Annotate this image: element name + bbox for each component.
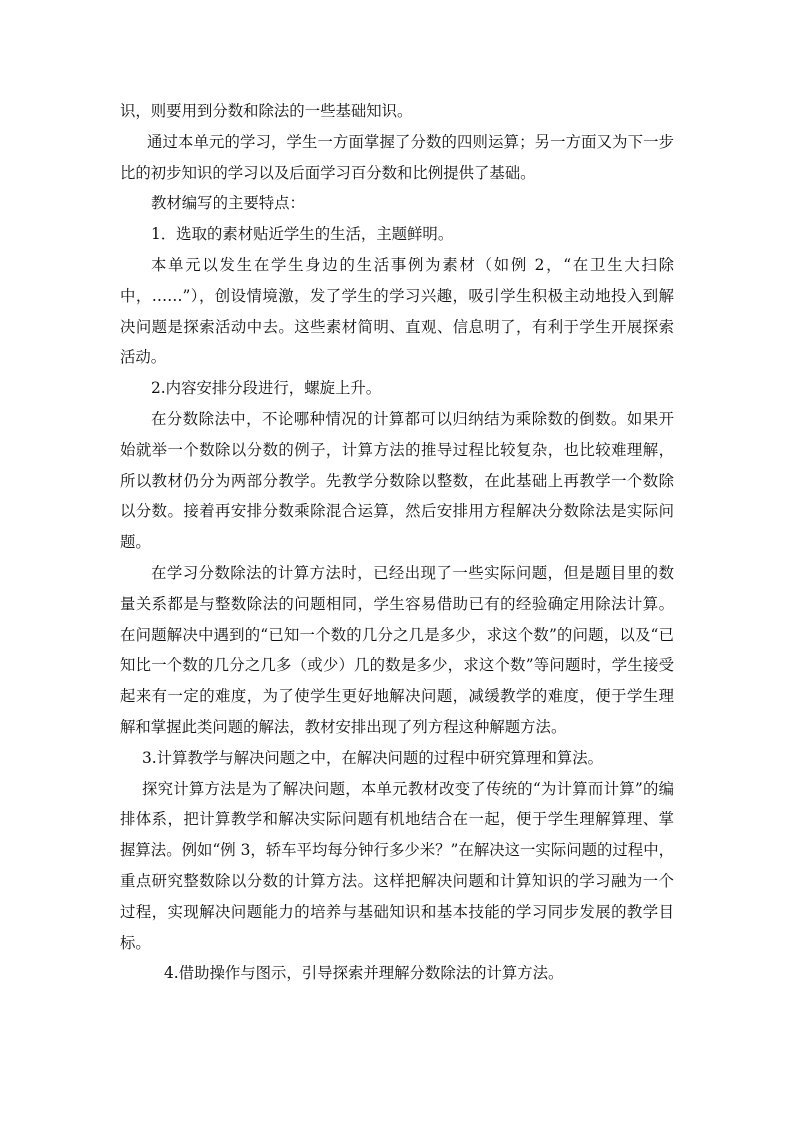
paragraph-feature-2-body: 在分数除法中，不论哪种情况的计算都可以归纳结为乘除数的倒数。如果开始就举一个数除以分数的例子，计算方法的推导过程比较复杂，也比较难理解，所以教材仍分为两部分教学。先教学分数除以整数，在此基础上再教学一个数除以分数。接着再安排分数乘除混合运算，然后安排用方程解决分数除法是实际问题。 — [120, 409, 674, 552]
paragraph-feature-2-heading: 2.内容安排分段进行，螺旋上升。 — [151, 379, 382, 398]
paragraph-features-heading: 教材编写的主要特点： — [151, 194, 305, 213]
document-body — [120, 96, 674, 989]
paragraph-feature-3-heading: 3.计算教学与解决问题之中，在解决问题的过程中研究算理和算法。 — [142, 748, 604, 767]
paragraph-feature-4-heading: 4.借助操作与图示，引导探索并理解分数除法的计算方法。 — [164, 964, 564, 983]
paragraph-intro: 通过本单元的学习，学生一方面掌握了分数的四则运算；另一方面又为下一步比的初步知识的学习以及后面学习百分数和比例提供了基础。 — [120, 132, 674, 182]
paragraph-feature-2-body-2: 在学习分数除法的计算方法时，已经出现了一些实际问题，但是题目里的数量关系都是与整数除法的问题相同，学生容易借助已有的经验确定用除法计算。在问题解决中遇到的“已知一个数的几分之几是多少，求这个数”的问题，以及“已知比一个数的几分之几多（或少）几的数是多少，求这个数”等问题时，学生接受起来有一定的难度，为了使学生更好地解决问题，减缓教学的难度，便于学生理解和掌握此类问题的解法，教材安排出现了列方程这种解题方法。 — [120, 563, 674, 736]
paragraph-feature-3-body: 探究计算方法是为了解决问题，本单元教材改变了传统的“为计算而计算”的编排体系，把计算教学和解决实际问题有机地结合在一起，便于学生理解算理、掌握算法。例如“例 3，轿车平均每分钟行多少米？”在解决这一实际问题的过程中，重点研究整数除以分数的计算方法。这样把解决问题和计算知识的学习融为一个过程，实现解决问题能力的培养与基础知识和基本技能的学习同步发展的教学目标。 — [120, 779, 674, 952]
paragraph-feature-1-heading: 1．选取的素材贴近学生的生活，主题鲜明。 — [151, 225, 454, 244]
paragraph-continuation: 识，则要用到分数和除法的一些基础知识。 — [120, 102, 413, 120]
paragraph-feature-1-body: 本单元以发生在学生身边的生活事例为素材（如例 2，“在卫生大扫除中，……”），创设情境激，发了学生的学习兴趣，吸引学生积极主动地投入到解决问题是探索活动中去。这些素材简明、直观、信息明了，有利于学生开展探索活动。 — [120, 255, 674, 367]
